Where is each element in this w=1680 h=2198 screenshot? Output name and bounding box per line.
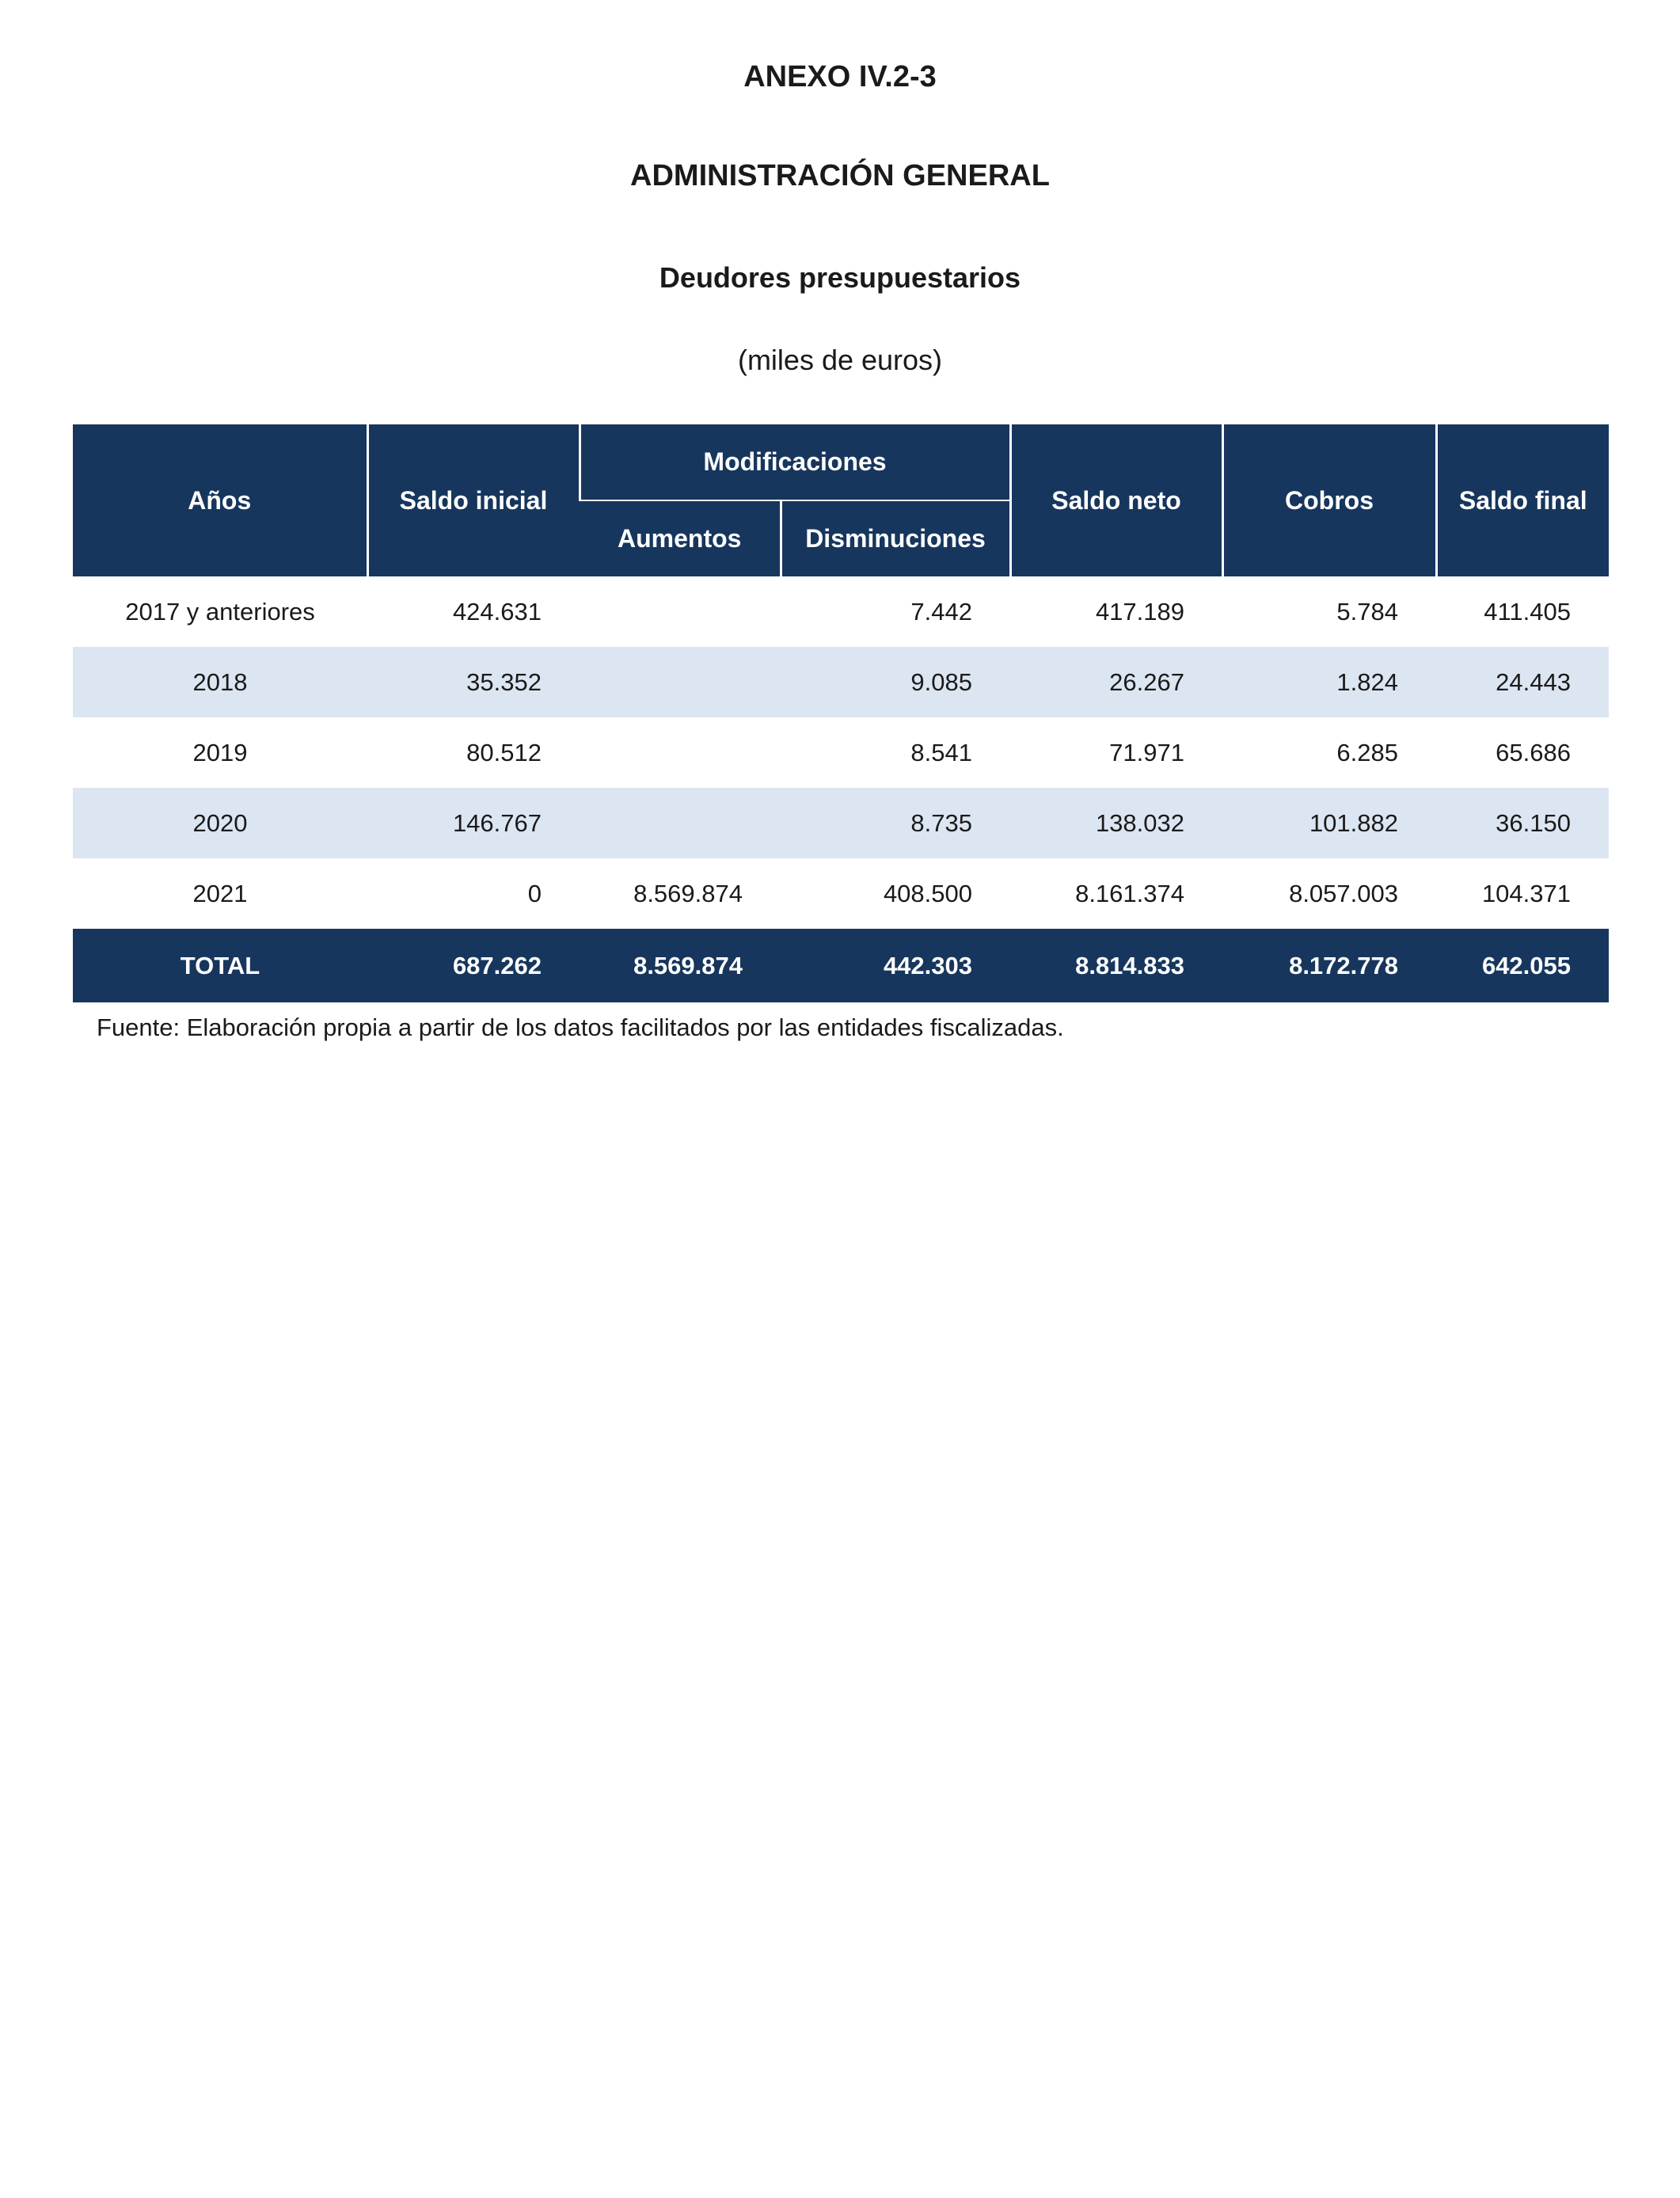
header-saldo-inicial: Saldo inicial [367,424,580,576]
table-header [73,424,1609,576]
cell-saldo-inicial: 424.631 [452,597,542,626]
table-row [73,647,1609,717]
cell-anos: 2021 [192,879,248,907]
header-saldo-final: Saldo final [1436,424,1609,576]
cell-total-cobros: 8.172.778 [1222,929,1436,1002]
cell-disminuciones: 8.735 [781,788,1010,858]
table-row [73,717,1609,788]
cell-anos: 2020 [73,788,367,858]
cell-total-saldo-neto: 8.814.833 [1010,929,1222,1002]
cell-saldo-neto: 138.032 [1010,788,1222,858]
cell-aumentos: 8.569.874 [633,879,743,907]
cell-aumentos [580,788,781,858]
cell-cobros: 1.824 [1222,647,1436,717]
cell-total-disminuciones: 442.303 [781,929,1010,1002]
source-note: Fuente: Elaboración propia a partir de los datos facilitados por las entidades fiscalizadas. [97,1013,1064,1041]
cell-saldo-inicial: 0 [527,879,542,907]
cell-saldo-neto: 417.189 [1095,597,1184,626]
cell-saldo-final: 36.150 [1436,788,1609,858]
cell-cobros: 8.057.003 [1289,879,1398,907]
cell-aumentos [580,647,781,717]
cell-saldo-neto: 8.161.374 [1075,879,1184,907]
cell-disminuciones: 408.500 [883,879,972,907]
cell-cobros: 6.285 [1336,738,1398,766]
cell-cobros: 5.784 [1336,597,1398,626]
header-modificaciones: Modificaciones [580,424,1010,500]
annex-title: ANEXO IV.2-3 [743,60,937,93]
cell-total-aumentos: 8.569.874 [580,929,781,1002]
table-total-row [73,929,1609,1002]
cell-anos: 2018 [73,647,367,717]
cell-saldo-final: 411.405 [1484,597,1571,626]
cell-disminuciones: 8.541 [910,738,972,766]
table-row [73,788,1609,858]
header-aumentos: Aumentos [580,500,781,576]
cell-saldo-inicial: 80.512 [466,738,542,766]
cell-disminuciones: 9.085 [781,647,1010,717]
section-title: ADMINISTRACIÓN GENERAL [630,159,1050,192]
cell-saldo-final: 65.686 [1496,738,1571,766]
cell-total-label: TOTAL [73,929,367,1002]
deudores-table [73,424,1609,1002]
header-disminuciones: Disminuciones [781,500,1010,576]
header-cobros: Cobros [1222,424,1436,576]
cell-saldo-inicial: 146.767 [367,788,580,858]
cell-saldo-neto: 26.267 [1010,647,1222,717]
cell-aumentos [580,576,781,647]
cell-saldo-neto: 71.971 [1109,738,1184,766]
header-anos: Años [73,424,367,576]
header-saldo-neto: Saldo neto [1010,424,1222,576]
cell-aumentos [580,717,781,788]
cell-anos: 2017 y anteriores [125,597,315,626]
cell-anos: 2019 [192,738,248,766]
cell-disminuciones: 7.442 [910,597,972,626]
cell-total-saldo-final: 642.055 [1436,929,1609,1002]
table-title: Deudores presupuestarios [659,261,1021,294]
cell-saldo-inicial: 35.352 [367,647,580,717]
table-row [73,576,1609,647]
cell-total-saldo-inicial: 687.262 [367,929,580,1002]
title-block [0,0,1680,377]
units-subtitle: (miles de euros) [737,344,943,376]
table-body [73,576,1609,1002]
cell-saldo-final: 24.443 [1436,647,1609,717]
table-row [73,858,1609,929]
cell-cobros: 101.882 [1222,788,1436,858]
cell-saldo-final: 104.371 [1481,879,1571,907]
